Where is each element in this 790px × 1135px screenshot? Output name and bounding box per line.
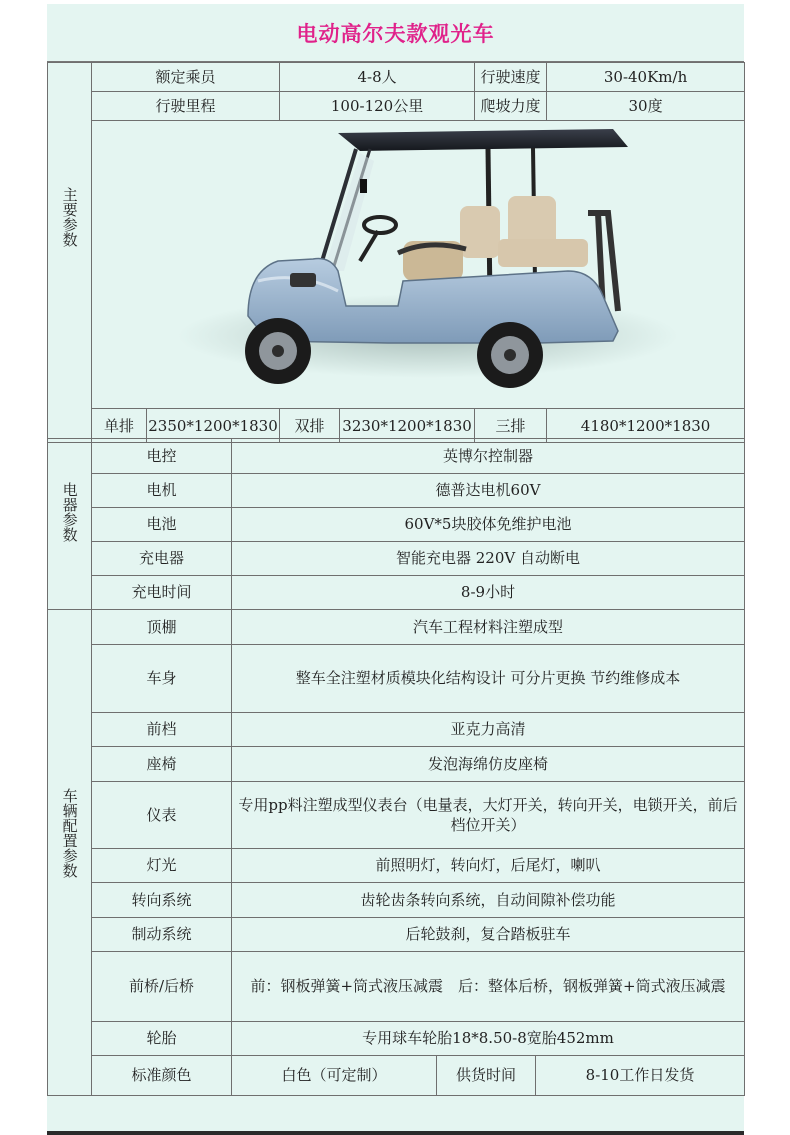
spec-key: 爬坡力度 xyxy=(475,92,547,121)
spec-key: 行驶里程 xyxy=(92,92,280,121)
spec-key: 标准颜色 xyxy=(92,1056,232,1096)
spec-value: 亚克力高清 xyxy=(232,713,745,747)
spec-value: 前照明灯，转向灯，后尾灯，喇叭 xyxy=(232,849,745,883)
spec-key: 制动系统 xyxy=(92,918,232,952)
spec-key: 座椅 xyxy=(92,747,232,782)
spec-value: 智能充电器 220V 自动断电 xyxy=(232,542,745,576)
spec-value: 30-40Km/h xyxy=(547,63,745,92)
spec-key: 电机 xyxy=(92,474,232,508)
spec-key: 前档 xyxy=(92,713,232,747)
spec-key: 转向系统 xyxy=(92,883,232,918)
vehicle-config-table xyxy=(47,609,745,1096)
golf-cart-illustration xyxy=(98,121,738,403)
spec-key: 仪表 xyxy=(92,782,232,849)
spec-key: 额定乘员 xyxy=(92,63,280,92)
spec-key: 供货时间 xyxy=(437,1056,536,1096)
spec-value: 德普达电机60V xyxy=(232,474,745,508)
spec-key: 顶棚 xyxy=(92,610,232,645)
spec-value: 整车全注塑材质模块化结构设计 可分片更换 节约维修成本 xyxy=(232,645,745,713)
spec-value: 30度 xyxy=(547,92,745,121)
spec-value: 4-8人 xyxy=(280,63,475,92)
spec-key: 电池 xyxy=(92,508,232,542)
section-label-main xyxy=(48,63,92,443)
size-label: 单排 xyxy=(92,409,147,443)
electric-params-table xyxy=(47,438,745,610)
spec-key: 灯光 xyxy=(92,849,232,883)
spec-key: 充电时间 xyxy=(92,576,232,610)
size-value: 2350*1200*1830 xyxy=(147,409,280,443)
size-label: 三排 xyxy=(475,409,547,443)
section-label-vehicle-text: 车辆配置参数 xyxy=(60,787,79,878)
spec-value: 白色（可定制） xyxy=(232,1056,437,1096)
spec-key: 车身 xyxy=(92,645,232,713)
spec-value: 专用pp料注塑成型仪表台（电量表，大灯开关，转向开关，电锁开关，前后档位开关） xyxy=(232,782,745,849)
spec-value: 100-120公里 xyxy=(280,92,475,121)
size-value: 4180*1200*1830 xyxy=(547,409,745,443)
spec-value: 发泡海绵仿皮座椅 xyxy=(232,747,745,782)
page-title: 电动高尔夫款观光车 xyxy=(47,4,744,62)
spec-key: 充电器 xyxy=(92,542,232,576)
cart-photo xyxy=(92,121,745,409)
spec-key: 行驶速度 xyxy=(475,63,547,92)
main-params-table xyxy=(47,62,745,443)
spec-key: 电控 xyxy=(92,439,232,474)
spec-value: 60V*5块胶体免维护电池 xyxy=(232,508,745,542)
spec-value: 专用球车轮胎18*8.50-8宽胎452mm xyxy=(232,1022,745,1056)
section-label-electric xyxy=(48,439,92,610)
spec-key: 前桥/后桥 xyxy=(92,952,232,1022)
spec-value: 8-10工作日发货 xyxy=(536,1056,745,1096)
bottom-edge xyxy=(47,1131,744,1135)
section-label-vehicle xyxy=(48,610,92,1096)
size-label: 双排 xyxy=(280,409,340,443)
size-value: 3230*1200*1830 xyxy=(340,409,475,443)
section-label-electric-text: 电器参数 xyxy=(60,482,79,542)
section-label-main-text: 主要参数 xyxy=(60,186,79,247)
spec-value: 8-9小时 xyxy=(232,576,745,610)
spec-key: 轮胎 xyxy=(92,1022,232,1056)
spec-value: 前：钢板弹簧+筒式液压减震 后：整体后桥，钢板弹簧+筒式液压减震 xyxy=(232,952,745,1022)
spec-value: 英博尔控制器 xyxy=(232,439,745,474)
spec-value: 后轮鼓刹，复合踏板驻车 xyxy=(232,918,745,952)
spec-value: 齿轮齿条转向系统，自动间隙补偿功能 xyxy=(232,883,745,918)
spec-value: 汽车工程材料注塑成型 xyxy=(232,610,745,645)
